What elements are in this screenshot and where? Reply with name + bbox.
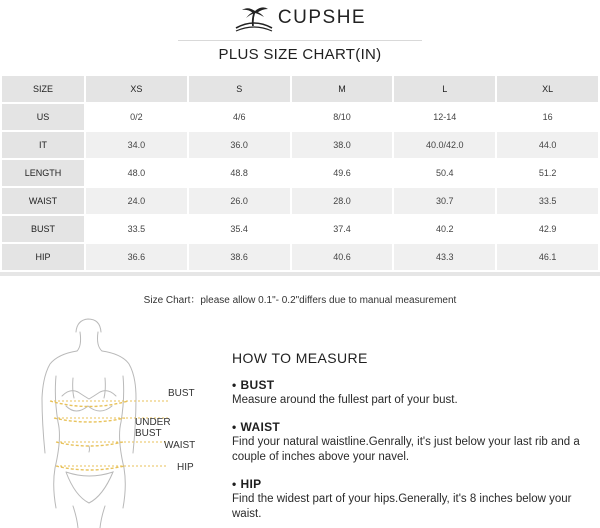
table-row — [2, 188, 598, 214]
brand-logo — [0, 4, 600, 32]
under-bust-label: UNDER BUST — [135, 417, 171, 439]
under-bust-line — [54, 418, 125, 422]
header-size: XS — [86, 76, 187, 102]
table-cell: 48.0 — [86, 160, 187, 186]
chart-title: PLUS SIZE CHART(IN) — [218, 46, 382, 63]
section-heading — [232, 378, 592, 393]
table-row — [2, 132, 598, 158]
row-label: US — [2, 104, 84, 130]
table-cell: 12-14 — [394, 104, 495, 130]
table-row — [2, 244, 598, 270]
table-cell: 24.0 — [86, 188, 187, 214]
table-cell: 48.8 — [189, 160, 290, 186]
table-bottom-bar — [0, 272, 600, 276]
how-to-measure-title: HOW TO MEASURE — [232, 350, 368, 366]
table-cell: 35.4 — [189, 216, 290, 242]
table-cell: 34.0 — [86, 132, 187, 158]
row-label: BUST — [2, 216, 84, 242]
table-cell: 46.1 — [497, 244, 598, 270]
row-label: HIP — [2, 244, 84, 270]
logo-divider — [178, 40, 422, 41]
table-cell: 0/2 — [86, 104, 187, 130]
section-heading-text: WAIST — [240, 420, 281, 434]
table-cell: 33.5 — [86, 216, 187, 242]
table-cell: 40.0/42.0 — [394, 132, 495, 158]
row-label: WAIST — [2, 188, 84, 214]
table-cell: 40.2 — [394, 216, 495, 242]
section-heading-text: BUST — [240, 378, 275, 392]
table-cell: 38.6 — [189, 244, 290, 270]
waist-section — [232, 420, 592, 465]
table-cell: 49.6 — [292, 160, 393, 186]
palm-tree-icon — [234, 4, 274, 32]
table-cell: 51.2 — [497, 160, 598, 186]
table-cell: 4/6 — [189, 104, 290, 130]
bust-section — [232, 378, 592, 408]
table-cell: 8/10 — [292, 104, 393, 130]
table-cell: 43.3 — [394, 244, 495, 270]
bullet: • — [232, 420, 237, 434]
size-chart-table — [0, 74, 600, 272]
section-heading — [232, 420, 592, 435]
table-cell: 30.7 — [394, 188, 495, 214]
table-cell: 28.0 — [292, 188, 393, 214]
table-row — [2, 216, 598, 242]
table-cell: 37.4 — [292, 216, 393, 242]
hip-section — [232, 477, 592, 522]
header-size: M — [292, 76, 393, 102]
header-size: S — [189, 76, 290, 102]
waist-label: WAIST — [164, 440, 196, 451]
table-cell: 36.0 — [189, 132, 290, 158]
hip-line — [56, 466, 124, 470]
table-cell: 16 — [497, 104, 598, 130]
table-row — [2, 160, 598, 186]
bullet: • — [232, 378, 237, 392]
table-cell: 36.6 — [86, 244, 187, 270]
header-size: XL — [497, 76, 598, 102]
body-figure — [28, 318, 198, 528]
table-cell: 38.0 — [292, 132, 393, 158]
table-cell: 42.9 — [497, 216, 598, 242]
table-row — [2, 104, 598, 130]
section-text: Find the widest part of your hips.Generally, it's 8 inches below your waist. — [232, 493, 572, 520]
section-heading — [232, 477, 592, 492]
table-cell: 33.5 — [497, 188, 598, 214]
row-label: LENGTH — [2, 160, 84, 186]
brand-name: CUPSHE — [277, 7, 367, 28]
section-heading-text: HIP — [240, 477, 262, 491]
table-cell: 50.4 — [394, 160, 495, 186]
table-cell: 40.6 — [292, 244, 393, 270]
section-text: Measure around the fullest part of your bust. — [232, 394, 458, 406]
bust-label: BUST — [168, 388, 195, 399]
table-cell: 26.0 — [189, 188, 290, 214]
header-size: L — [394, 76, 495, 102]
waist-line — [56, 442, 123, 446]
bullet: • — [232, 477, 237, 491]
hip-label: HIP — [177, 462, 194, 473]
section-text: Find your natural waistline.Genrally, it's just below your last rib and a couple of inches above your navel. — [232, 436, 580, 463]
table-cell: 44.0 — [497, 132, 598, 158]
table-header-row — [2, 76, 598, 102]
header-label: SIZE — [2, 76, 84, 102]
row-label: IT — [2, 132, 84, 158]
bust-line — [50, 401, 128, 407]
measurement-note: Size Chart：please allow 0.1"- 0.2"differs due to manual measurement — [143, 295, 457, 306]
how-to-measure — [232, 350, 592, 528]
